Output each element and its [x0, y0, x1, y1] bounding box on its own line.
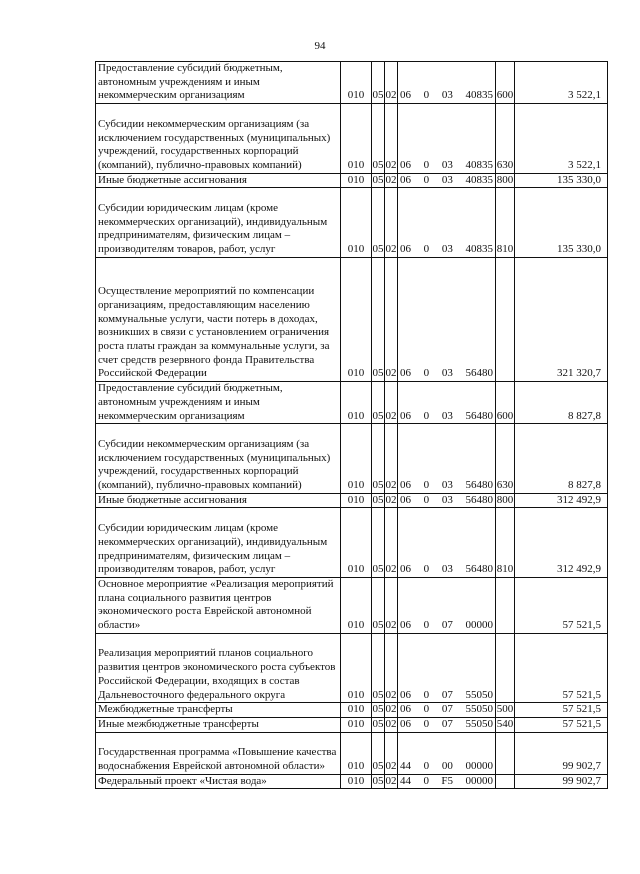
cs-code-part: 06	[400, 619, 411, 632]
cs-code-part: 06	[400, 89, 411, 102]
row-gr-code: 010	[341, 382, 372, 424]
row-name: Основное мероприятие «Реализация мероприятий плана социального развития центров экономического роста Еврейской автономной области»	[96, 577, 341, 633]
row-name: Иные бюджетные ассигнования	[96, 493, 341, 508]
cs-code-part: 03	[441, 409, 453, 422]
cs-code-part: 03	[441, 563, 453, 576]
row-gr-code: 010	[341, 508, 372, 578]
row-vr-code: 500	[496, 703, 515, 718]
cs-code-part: 03	[441, 493, 453, 506]
table-row	[96, 633, 608, 703]
row-sum: 57 521,5	[515, 633, 608, 703]
row-gr-code: 010	[341, 633, 372, 703]
row-name: Предоставление субсидий бюджетным, автономным учреждениям и иным некоммерческим организациям	[96, 382, 341, 424]
row-rz-code: 05	[372, 717, 385, 732]
table-row	[96, 732, 608, 774]
row-sum: 312 492,9	[515, 508, 608, 578]
row-name: Реализация мероприятий планов социального развития центров экономического роста субъектов Российской Федерации, входящих в состав Дальневосточного федерального округа	[96, 633, 341, 703]
cs-code-part: 03	[441, 158, 453, 171]
row-sum: 8 827,8	[515, 424, 608, 494]
table-row	[96, 717, 608, 732]
row-name: Иные бюджетные ассигнования	[96, 173, 341, 188]
cs-code-parts	[400, 703, 493, 717]
row-rz-code: 05	[372, 62, 385, 104]
row-sum: 99 902,7	[515, 774, 608, 789]
cs-code-parts	[400, 243, 493, 257]
budget-table-body	[96, 62, 608, 789]
row-vr-code: 800	[496, 493, 515, 508]
cs-code-part: 03	[441, 89, 453, 102]
row-pr-code: 02	[385, 173, 398, 188]
cs-code-part: 06	[400, 717, 411, 730]
row-cs-code	[398, 173, 496, 188]
cs-code-part: 40835	[465, 243, 493, 256]
cs-code-part: 06	[400, 688, 411, 701]
row-sum: 57 521,5	[515, 717, 608, 732]
cs-code-part: 06	[400, 409, 411, 422]
row-gr-code: 010	[341, 104, 372, 174]
row-gr-code: 010	[341, 732, 372, 774]
cs-code-part: 56480	[465, 479, 493, 492]
cs-code-part: 0	[423, 367, 430, 380]
cs-code-part: 56480	[465, 563, 493, 576]
row-name: Субсидии некоммерческим организациям (за исключением государственных (муниципальных) учреждений, государственных корпораций (компаний), публично-правовых компаний)	[96, 104, 341, 174]
cs-code-parts	[400, 563, 493, 577]
row-vr-code: 540	[496, 717, 515, 732]
cs-code-part: 06	[400, 563, 411, 576]
row-pr-code: 02	[385, 188, 398, 258]
row-rz-code: 05	[372, 577, 385, 633]
row-rz-code: 05	[372, 732, 385, 774]
row-vr-code: 800	[496, 173, 515, 188]
row-cs-code	[398, 62, 496, 104]
row-gr-code: 010	[341, 173, 372, 188]
row-vr-code	[496, 257, 515, 381]
table-row	[96, 424, 608, 494]
row-name: Иные межбюджетные трансферты	[96, 717, 341, 732]
cs-code-part: 0	[423, 760, 430, 773]
cs-code-part: 03	[441, 367, 453, 380]
cs-code-part: 00000	[465, 619, 493, 632]
cs-code-parts	[400, 159, 493, 173]
cs-code-part: 06	[400, 479, 411, 492]
cs-code-part: 56480	[465, 409, 493, 422]
row-name: Государственная программа «Повышение качества водоснабжения Еврейской автономной области»	[96, 732, 341, 774]
row-pr-code: 02	[385, 382, 398, 424]
row-vr-code	[496, 732, 515, 774]
row-sum: 135 330,0	[515, 173, 608, 188]
cs-code-part: 0	[423, 493, 430, 506]
cs-code-part: 07	[441, 688, 453, 701]
row-rz-code: 05	[372, 257, 385, 381]
row-rz-code: 05	[372, 774, 385, 789]
cs-code-part: 40835	[465, 89, 493, 102]
cs-code-part: 56480	[465, 493, 493, 506]
row-pr-code: 02	[385, 508, 398, 578]
row-cs-code	[398, 104, 496, 174]
row-vr-code	[496, 577, 515, 633]
row-rz-code: 05	[372, 104, 385, 174]
cs-code-part: 00000	[465, 774, 493, 787]
cs-code-part: 0	[423, 409, 430, 422]
row-cs-code	[398, 493, 496, 508]
cs-code-part: 55050	[465, 703, 493, 716]
cs-code-part: 0	[423, 158, 430, 171]
row-pr-code: 02	[385, 257, 398, 381]
row-sum: 3 522,1	[515, 62, 608, 104]
table-row	[96, 173, 608, 188]
row-vr-code: 810	[496, 508, 515, 578]
row-vr-code: 630	[496, 424, 515, 494]
cs-code-parts	[400, 174, 493, 188]
row-cs-code	[398, 703, 496, 718]
cs-code-part: 06	[400, 173, 411, 186]
row-cs-code	[398, 732, 496, 774]
row-cs-code	[398, 257, 496, 381]
cs-code-part: 03	[441, 479, 453, 492]
row-pr-code: 02	[385, 104, 398, 174]
cs-code-part: 0	[423, 774, 429, 787]
row-sum: 135 330,0	[515, 188, 608, 258]
row-vr-code	[496, 774, 515, 789]
cs-code-parts	[400, 718, 493, 732]
cs-code-part: 56480	[465, 367, 493, 380]
row-gr-code: 010	[341, 577, 372, 633]
cs-code-part: 06	[400, 703, 411, 716]
row-cs-code	[398, 633, 496, 703]
row-cs-code	[398, 424, 496, 494]
cs-code-part: 06	[400, 367, 411, 380]
cs-code-part: 0	[423, 703, 430, 716]
row-pr-code: 02	[385, 577, 398, 633]
row-sum: 312 492,9	[515, 493, 608, 508]
cs-code-part: 40835	[465, 158, 493, 171]
row-gr-code: 010	[341, 703, 372, 718]
row-name: Осуществление мероприятий по компенсации организациям, предоставляющим населению коммунальные услуги, части потерь в доходах, возникших в связи с установлением ограничения роста платы граждан за коммунальные услуги, за счет средств резервного фонда Правительства Российской Федерации	[96, 257, 341, 381]
table-row	[96, 188, 608, 258]
table-row	[96, 493, 608, 508]
row-rz-code: 05	[372, 508, 385, 578]
cs-code-part: 0	[423, 619, 430, 632]
row-cs-code	[398, 774, 496, 789]
cs-code-parts	[400, 494, 493, 508]
row-pr-code: 02	[385, 774, 398, 789]
row-rz-code: 05	[372, 188, 385, 258]
row-pr-code: 02	[385, 703, 398, 718]
row-rz-code: 05	[372, 493, 385, 508]
cs-code-part: 06	[400, 243, 411, 256]
row-pr-code: 02	[385, 732, 398, 774]
row-pr-code: 02	[385, 717, 398, 732]
cs-code-parts	[400, 89, 493, 103]
cs-code-part: 07	[441, 619, 453, 632]
page-number: 94	[314, 40, 326, 52]
row-sum: 99 902,7	[515, 732, 608, 774]
table-row	[96, 104, 608, 174]
cs-code-part: 0	[423, 89, 430, 102]
row-name: Предоставление субсидий бюджетным, автономным учреждениям и иным некоммерческим организациям	[96, 62, 341, 104]
row-name: Субсидии некоммерческим организациям (за исключением государственных (муниципальных) учреждений, государственных корпораций (компаний), публично-правовых компаний)	[96, 424, 341, 494]
cs-code-part: 44	[400, 760, 411, 773]
row-cs-code	[398, 508, 496, 578]
row-cs-code	[398, 717, 496, 732]
row-gr-code: 010	[341, 62, 372, 104]
row-cs-code	[398, 577, 496, 633]
row-gr-code: 010	[341, 717, 372, 732]
row-pr-code: 02	[385, 633, 398, 703]
cs-code-parts	[400, 410, 493, 424]
cs-code-part: 0	[423, 717, 430, 730]
cs-code-part: 07	[441, 703, 453, 716]
table-row	[96, 257, 608, 381]
row-vr-code: 810	[496, 188, 515, 258]
row-name: Межбюджетные трансферты	[96, 703, 341, 718]
row-gr-code: 010	[341, 188, 372, 258]
row-rz-code: 05	[372, 382, 385, 424]
cs-code-part: 40835	[465, 173, 493, 186]
cs-code-part: 0	[423, 563, 430, 576]
table-row	[96, 703, 608, 718]
row-pr-code: 02	[385, 424, 398, 494]
row-cs-code	[398, 188, 496, 258]
row-vr-code	[496, 633, 515, 703]
row-vr-code: 600	[496, 62, 515, 104]
row-gr-code: 010	[341, 774, 372, 789]
row-rz-code: 05	[372, 633, 385, 703]
cs-code-part: 06	[400, 493, 411, 506]
row-sum: 321 320,7	[515, 257, 608, 381]
cs-code-parts	[400, 775, 493, 789]
cs-code-part: 55050	[465, 717, 493, 730]
cs-code-part: F5	[441, 774, 454, 787]
table-row	[96, 508, 608, 578]
row-gr-code: 010	[341, 257, 372, 381]
cs-code-part: 03	[441, 243, 453, 256]
cs-code-part: 0	[423, 688, 430, 701]
row-pr-code: 02	[385, 493, 398, 508]
row-gr-code: 010	[341, 493, 372, 508]
cs-code-parts	[400, 367, 493, 381]
row-sum: 8 827,8	[515, 382, 608, 424]
cs-code-part: 06	[400, 158, 411, 171]
cs-code-part: 55050	[465, 688, 493, 701]
row-vr-code: 630	[496, 104, 515, 174]
cs-code-part: 07	[441, 717, 453, 730]
table-row	[96, 577, 608, 633]
row-pr-code: 02	[385, 62, 398, 104]
row-cs-code	[398, 382, 496, 424]
row-gr-code: 010	[341, 424, 372, 494]
table-row	[96, 774, 608, 789]
cs-code-part: 00	[441, 760, 453, 773]
cs-code-parts	[400, 760, 493, 774]
cs-code-part: 44	[400, 774, 411, 787]
budget-table	[95, 61, 608, 789]
row-sum: 3 522,1	[515, 104, 608, 174]
row-vr-code: 600	[496, 382, 515, 424]
row-name: Субсидии юридическим лицам (кроме некоммерческих организаций), индивидуальным предпринимателям, физическим лицам – производителям товаров, работ, услуг	[96, 188, 341, 258]
cs-code-part: 03	[441, 173, 453, 186]
cs-code-part: 0	[423, 173, 430, 186]
row-rz-code: 05	[372, 173, 385, 188]
cs-code-part: 0	[423, 243, 430, 256]
cs-code-parts	[400, 479, 493, 493]
row-sum: 57 521,5	[515, 703, 608, 718]
cs-code-part: 0	[423, 479, 430, 492]
row-rz-code: 05	[372, 424, 385, 494]
cs-code-parts	[400, 619, 493, 633]
table-row	[96, 62, 608, 104]
row-rz-code: 05	[372, 703, 385, 718]
row-sum: 57 521,5	[515, 577, 608, 633]
row-name: Субсидии юридическим лицам (кроме некоммерческих организаций), индивидуальным предпринимателям, физическим лицам – производителям товаров, работ, услуг	[96, 508, 341, 578]
cs-code-parts	[400, 689, 493, 703]
cs-code-part: 00000	[465, 760, 493, 773]
table-row	[96, 382, 608, 424]
row-name: Федеральный проект «Чистая вода»	[96, 774, 341, 789]
